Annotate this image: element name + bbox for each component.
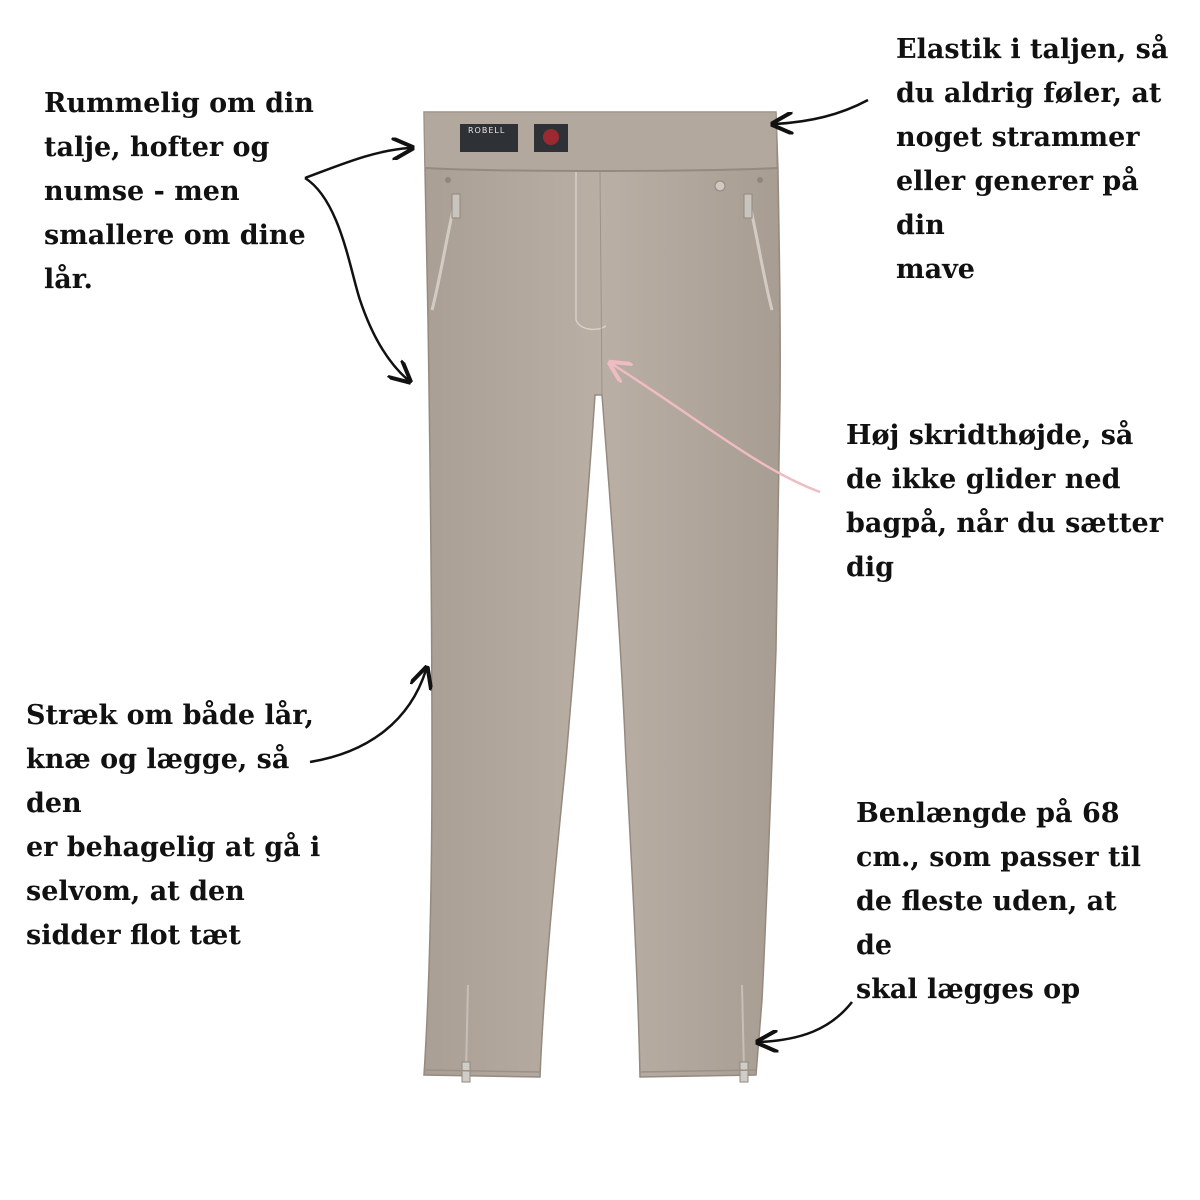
arrow-length bbox=[760, 1002, 852, 1042]
pants-image bbox=[424, 112, 780, 1082]
annotation-rise: Høj skridthøjde, så de ikke glider ned bagpå, når du sætter dig bbox=[846, 420, 1163, 583]
pants-silhouette bbox=[424, 112, 780, 1077]
arrow-stretch bbox=[310, 670, 426, 762]
arrow-elastic bbox=[775, 100, 868, 124]
annotation-length: Benlængde på 68 cm., som passer til de fleste uden, at de skal lægges op bbox=[856, 798, 1141, 1005]
annotation-elastic: Elastik i taljen, så du aldrig føler, at noget strammer eller generer på din mave bbox=[896, 34, 1169, 285]
waist-rivet bbox=[715, 181, 725, 191]
brand-label-text: ROBELL bbox=[468, 126, 506, 135]
annotation-stretch: Stræk om både lår, knæ og lægge, så den er behagelig at gå i selvom, at den sidder flot tæt bbox=[26, 700, 321, 951]
right-zip-pull bbox=[744, 194, 752, 218]
left-zip-pull bbox=[452, 194, 460, 218]
annotation-waist: Rummelig om din talje, hofter og numse - men smallere om dine lår. bbox=[44, 88, 314, 295]
